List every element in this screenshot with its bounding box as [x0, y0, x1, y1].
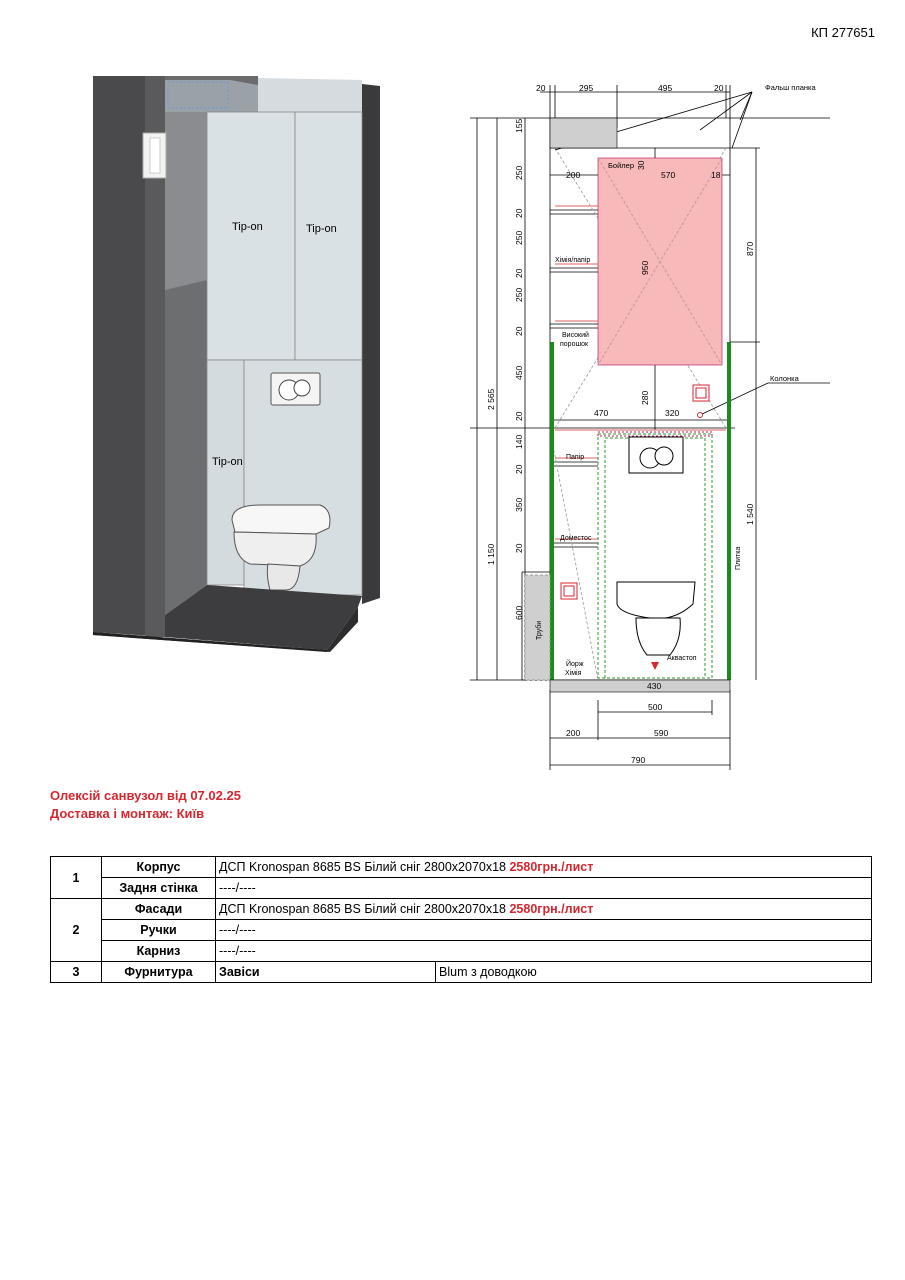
dim-280: 280: [640, 390, 650, 405]
project-title: [50, 787, 241, 823]
document-number: КП 277651: [811, 25, 875, 40]
label-tile: Плитка: [735, 546, 742, 570]
label-powder-1: Високий: [562, 332, 589, 339]
dim-left-1: 250: [514, 165, 524, 180]
dim-1150: 1 150: [486, 543, 496, 565]
dim-left-10: 20: [514, 464, 524, 474]
row-number: 3: [51, 962, 102, 983]
dim-1540: 1 540: [745, 503, 755, 525]
table-row: [51, 962, 872, 983]
row-number: 2: [51, 899, 102, 962]
label-column: Колонка: [770, 374, 799, 383]
dim-left-4: 20: [514, 268, 524, 278]
dim-top-20b: 20: [714, 83, 724, 93]
row-name: Ручки: [102, 920, 216, 941]
dim-left-3: 250: [514, 230, 524, 245]
price: 2580грн./лист: [509, 902, 594, 916]
row-name: Корпус: [102, 857, 216, 878]
table-row: [51, 941, 872, 962]
row-number: 1: [51, 857, 102, 899]
label-boiler: Бойлер: [608, 161, 635, 170]
dim-boiler-height: 950: [640, 260, 650, 275]
label-aquastop: Аквастоп: [667, 655, 697, 662]
label-domestos: Доместос: [560, 535, 592, 542]
price: 2580грн./лист: [509, 860, 594, 874]
row-name: Фурнитура: [102, 962, 216, 983]
label-powder-2: порошок: [560, 341, 589, 348]
dim-top-20a: 20: [536, 83, 546, 93]
row-name: Карниз: [102, 941, 216, 962]
dim-790: 790: [631, 755, 646, 765]
title-line-2: Доставка і монтаж: Київ: [50, 806, 205, 821]
dim-430: 430: [647, 681, 662, 691]
dim-boiler-width: 570: [661, 170, 676, 180]
dim-500: 500: [648, 702, 663, 712]
specification-table: [50, 856, 872, 983]
dim-left-5: 250: [514, 287, 524, 302]
dim-200: 200: [566, 728, 581, 738]
row-value: ----/----: [216, 878, 872, 899]
row-name: Фасади: [102, 899, 216, 920]
dim-left-6: 20: [514, 326, 524, 336]
label-pipes: Труби: [536, 620, 543, 640]
label-brush-1: Йорж: [566, 661, 584, 668]
table-row: [51, 857, 872, 878]
dim-total-height: 2 565: [486, 388, 496, 410]
row-value: ----/----: [216, 941, 872, 962]
title-line-1: Олексій санвузол від 07.02.25: [50, 788, 241, 803]
dim-left-0: 155: [514, 118, 524, 133]
row-value: ДСП Kronospan 8685 BS Білий сніг 2800x2070x18 2580грн./лист: [216, 899, 872, 920]
table-row: [51, 899, 872, 920]
row-value: Blum з доводкою: [436, 962, 872, 983]
label-false-strip: Фальш планка: [765, 83, 816, 92]
render-label-tipon-2: Tip-on: [306, 223, 337, 235]
dim-boiler-right: 18: [711, 170, 721, 180]
row-value: ----/----: [216, 920, 872, 941]
dim-left-8: 20: [514, 411, 524, 421]
table-row: [51, 920, 872, 941]
dim-left-2: 20: [514, 208, 524, 218]
dim-left-9: 140: [514, 434, 524, 449]
dim-left-11: 350: [514, 497, 524, 512]
row-value: ДСП Kronospan 8685 BS Білий сніг 2800x2070x18 2580грн./лист: [216, 857, 872, 878]
dim-870: 870: [745, 241, 755, 256]
dim-top-295: 295: [579, 83, 594, 93]
dim-left-12: 20: [514, 543, 524, 553]
render-label-tipon-3: Tip-on: [212, 456, 243, 468]
label-chem-paper: Хімія/папір: [555, 257, 591, 264]
dim-left-7: 450: [514, 365, 524, 380]
table-row: [51, 878, 872, 899]
dim-470: 470: [594, 408, 609, 418]
render-label-tipon-1: Tip-on: [232, 221, 263, 233]
row-name: Задня стінка: [102, 878, 216, 899]
dim-top-495: 495: [658, 83, 673, 93]
dim-boiler-gap: 30: [636, 160, 646, 170]
dim-590: 590: [654, 728, 669, 738]
label-paper: Папір: [566, 454, 585, 461]
dim-boiler-left: 200: [566, 170, 581, 180]
row-sub: Завіси: [216, 962, 436, 983]
label-brush-2: Хімія: [565, 670, 582, 677]
dim-320: 320: [665, 408, 680, 418]
dim-left-13: 600: [514, 605, 524, 620]
